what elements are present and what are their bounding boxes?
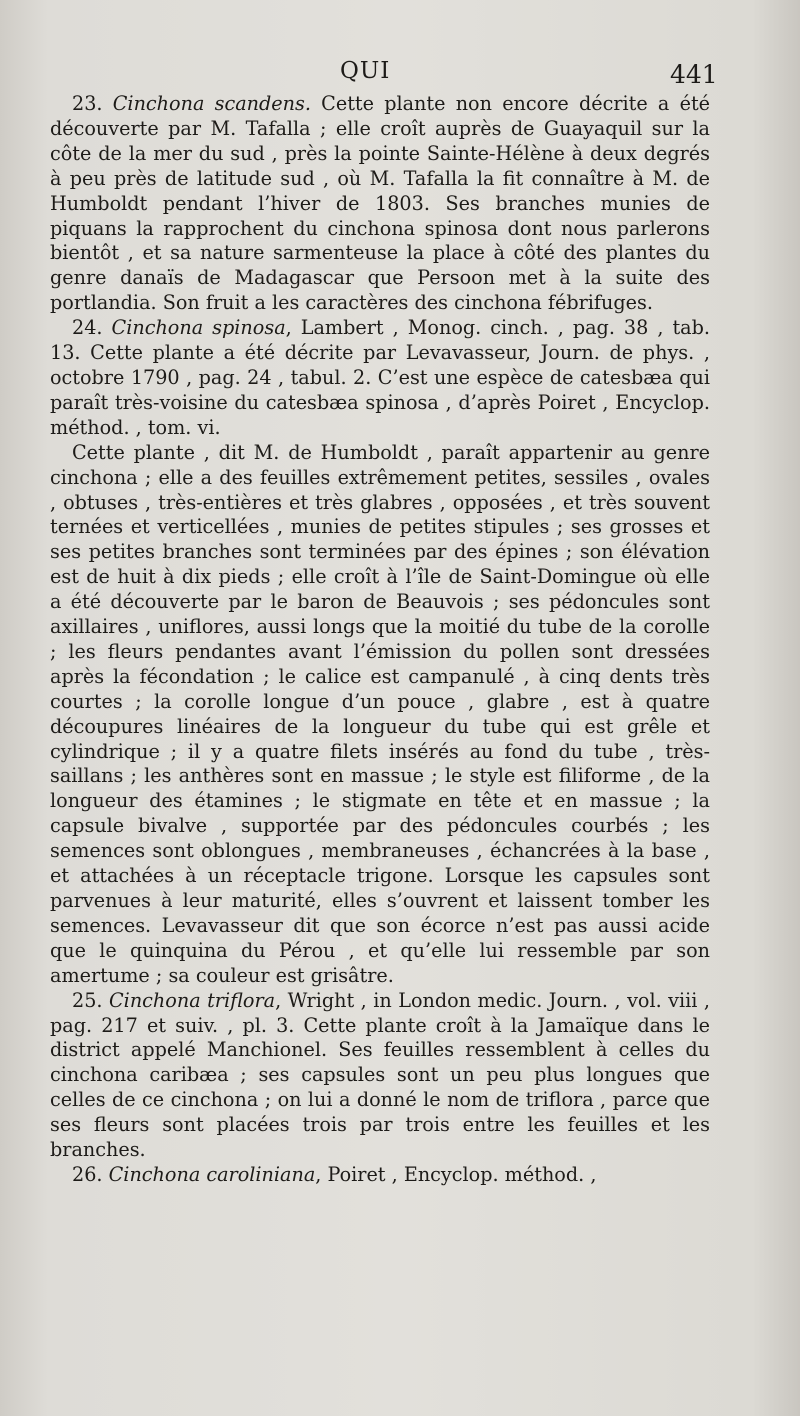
entry-text: Cette plante non encore décrite a été découverte par M. Tafalla ; elle croît auprès de Guayaquil sur la côte de la mer du sud , près la pointe Sainte-Hélène à deux degrés à peu près de latitude sud , où M. Tafalla la fit connaître à M. de Humboldt pendant l’hiver de 1803. Ses branches munies de piquans la rapprochent du cinchona spinosa dont nous parlerons bientôt , et sa nature sarmenteuse la place à côté des plantes du genre danaïs de Madagascar que Persoon met à la suite des portlandia. Son fruit a les caractères des cinchona fébrifuges.	[50, 92, 711, 315]
species-name: Cinchona scandens.	[112, 92, 311, 115]
entry-text: , Poiret , Encyclop. méthod. ,	[315, 1162, 597, 1186]
entry-number: 23.	[72, 92, 103, 115]
species-name: Cinchona spinosa	[111, 316, 286, 340]
body-text	[50, 92, 710, 1188]
entry-number: 26.	[72, 1162, 103, 1186]
running-head	[0, 58, 800, 92]
entry-number: 25.	[72, 988, 103, 1012]
entry-24-description	[50, 441, 710, 989]
entry-24	[50, 316, 710, 441]
page-heading: QUI	[340, 58, 391, 84]
entry-26	[50, 1163, 710, 1188]
entry-25	[50, 989, 710, 1163]
page-number: 441	[670, 60, 718, 89]
entry-text: Cette plante , dit M. de Humboldt , paraît appartenir au genre cinchona ; elle a des feuilles extrêmement petites, sessiles , ovales , obtuses , très-entières et très glabres , opposées , et très souvent ternées et verticellées , munies de petites stipules ; ses grosses et ses petites branches sont terminées par des épines ; son élévation est de huit à dix pieds ; elle croît à l’île de Saint-Domingue où elle a été découverte par le baron de Beauvois ; ses pédoncules sont axillaires , uniflores, aussi longs que la moitié du tube de la corolle ; les fleurs pendantes avant l’émission du pollen sont dressées après la fécondation ; le calice est campanulé , à cinq dents très courtes ; la corolle longue d’un pouce , glabre , est à quatre découpures linéaires de la longueur du tube qui est grêle et cylindrique ; il y a quatre filets insérés au fond du tube , très-saillans ; les anthères sont en massue ; le style est filiforme , de la longueur des étamines ; le stigmate en tête et en massue ; la capsule bivalve , supportée par des pédoncules courbés ; les semences sont oblongues , membraneuses , échancrées à la base , et attachées à un réceptacle trigone. Lorsque les capsules sont parvenues à leur maturité, elles s’ouvrent et laissent tomber les semences. Levavasseur dit que son écorce n’est pas aussi acide que le quinquina du Pérou , et qu’elle lui ressemble par son amertume ; sa couleur est grisâtre.	[50, 440, 710, 987]
entry-23	[50, 92, 710, 316]
entry-text: , Wright , in London medic. Journ. , vol. viii , pag. 217 et suiv. , pl. 3. Cette plante croît à la Jamaïque dans le district appelé Manchionel. Ses feuilles ressemblent à celles du cinchona caribæa ; ses capsules sont un peu plus longues que celles de ce cinchona ; on lui a donné le nom de triflora , parce que ses fleurs sont placées trois par trois entre les feuilles et les branches.	[50, 988, 710, 1162]
species-name: Cinchona triflora	[109, 988, 276, 1012]
entry-text: , Lambert , Monog. cinch. , pag. 38 , tab. 13. Cette plante a été décrite par Levavasseur, Journ. de phys. , octobre 1790 , pag. 24 , tabul. 2. C’est une espèce de catesbæa qui paraît très-voisine du catesbæa spinosa , d’après Poiret , Encyclop. méthod. , tom. vi.	[50, 316, 710, 439]
species-name: Cinchona caroliniana	[108, 1162, 316, 1186]
entry-number: 24.	[72, 316, 103, 340]
